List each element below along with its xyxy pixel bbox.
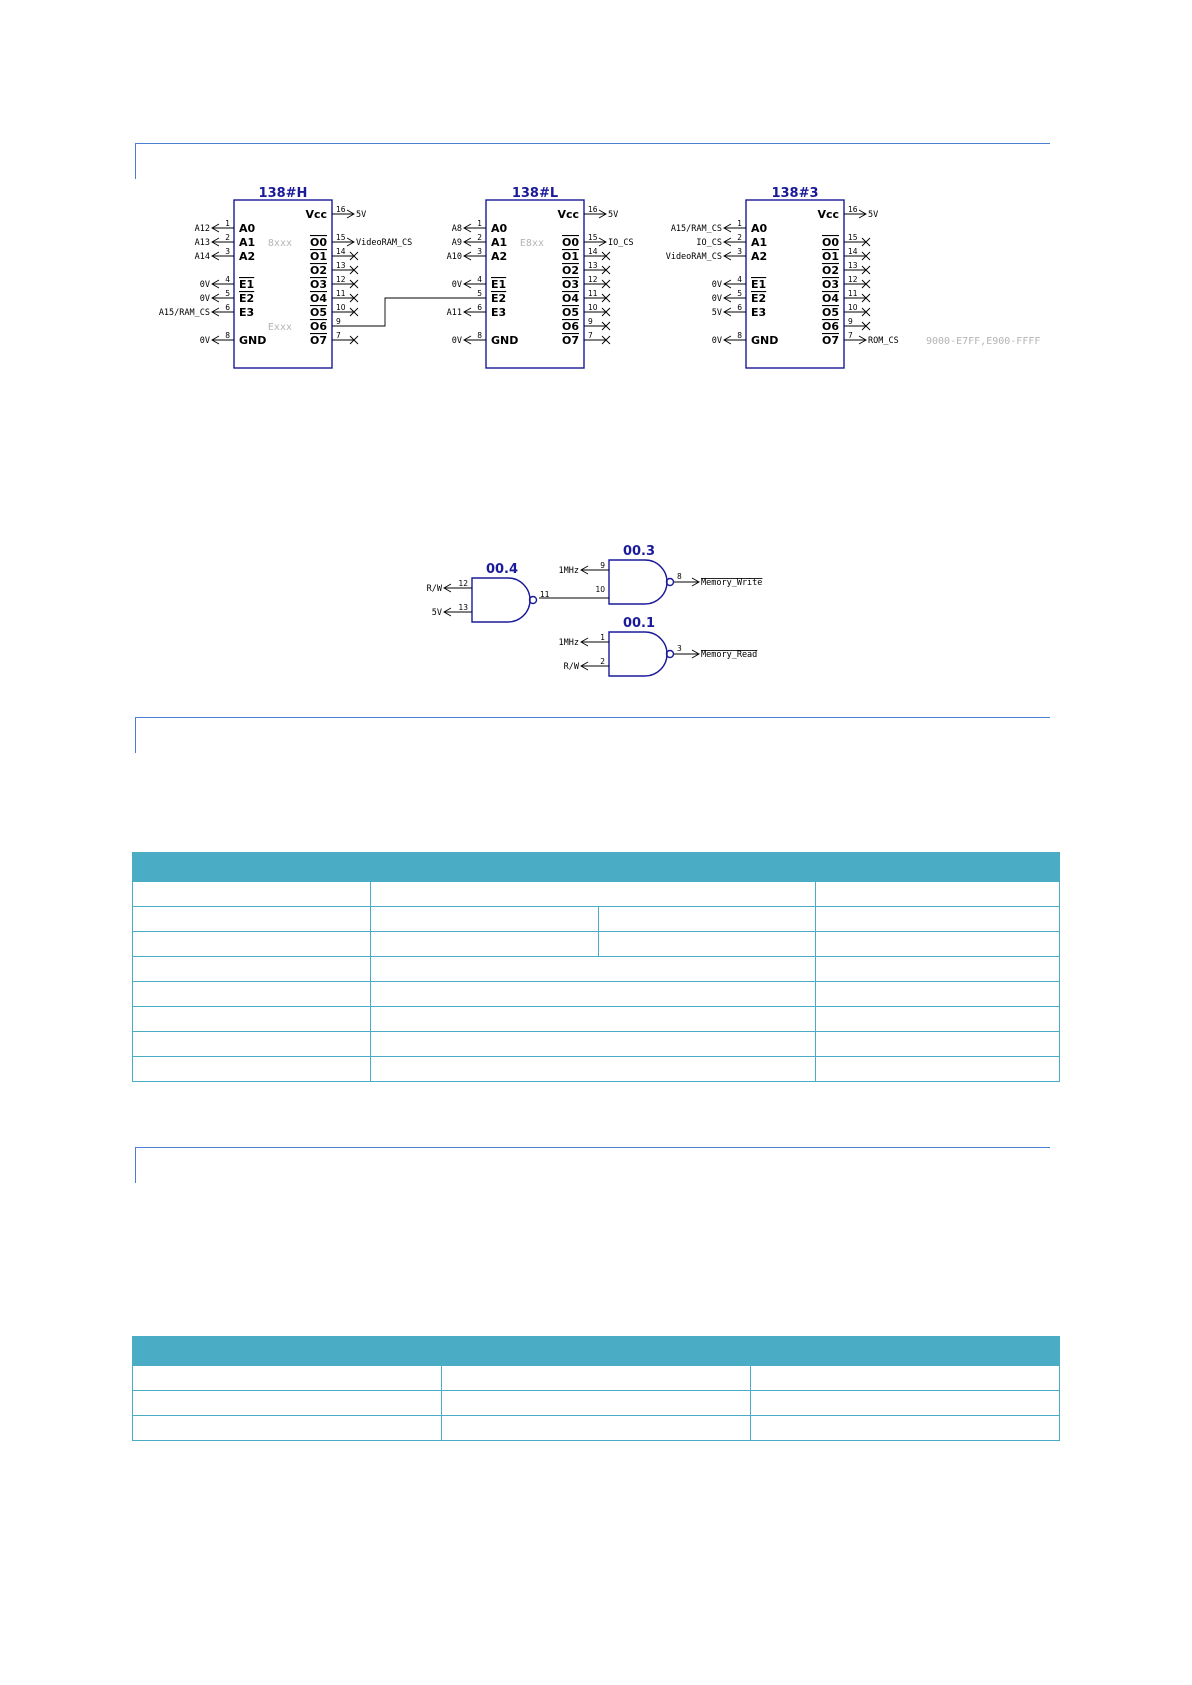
pin-number: 11: [848, 289, 858, 298]
pin-number: 6: [477, 303, 482, 312]
nand-gate-0: [427, 562, 550, 622]
pin-label: O6: [309, 320, 327, 333]
pin-number: 5: [477, 289, 482, 298]
pin-label: O1: [561, 250, 579, 263]
pin-number: 12: [588, 275, 598, 284]
pin-number: 12: [848, 275, 858, 284]
signal-label: 0V: [199, 336, 210, 346]
pin-label: Vcc: [557, 208, 579, 221]
pin-label: O0: [821, 236, 839, 249]
section-rule-3: [135, 1147, 1050, 1183]
pin-label: E1: [751, 278, 767, 291]
table-header-row: [133, 853, 1060, 882]
pin-number: 9: [588, 317, 593, 326]
pin-number: 13: [848, 261, 858, 270]
decoder-title: 138#L: [511, 186, 559, 201]
signal-label: R/W: [563, 662, 579, 672]
signal-label: 0V: [451, 336, 462, 346]
signal-label: 0V: [711, 280, 722, 290]
signal-label: 1MHz: [558, 638, 579, 648]
pin-number: 16: [848, 205, 858, 214]
decoder-0: [159, 186, 412, 368]
pin-label: O7: [561, 334, 579, 347]
nand-gate-icon: [609, 560, 667, 604]
table-row: [133, 1416, 1060, 1441]
gate-title: 00.3: [622, 544, 656, 559]
decoder-1: [447, 186, 634, 368]
section-rule-1: [135, 143, 1050, 179]
pin-number: 15: [588, 233, 598, 242]
pin-number: 13: [588, 261, 598, 270]
table-row: [133, 957, 1060, 982]
decoder-schematic: [0, 180, 1192, 560]
pin-number: 2: [477, 233, 482, 242]
table-header-row: [133, 1337, 1060, 1366]
pin-label: E2: [239, 292, 255, 305]
signal-label: R/W: [426, 584, 442, 594]
signal-label: A10: [446, 252, 462, 262]
pin-number: 15: [336, 233, 346, 242]
table-row: [133, 1007, 1060, 1032]
pin-label: O7: [309, 334, 327, 347]
gate-title: 00.1: [622, 616, 656, 631]
pin-label: E1: [239, 278, 255, 291]
signal-label: Memory_Write: [701, 578, 763, 588]
signal-label: A15/RAM_CS: [670, 224, 722, 234]
pin-number: 1: [737, 219, 742, 228]
pin-number: 13: [458, 603, 468, 612]
signal-label: VideoRAM_CS: [665, 252, 722, 262]
signal-label: 5V: [356, 210, 367, 220]
pin-number: 1: [225, 219, 230, 228]
pin-label: A2: [491, 250, 508, 263]
pin-label: O2: [309, 264, 327, 277]
pin-number: 11: [540, 590, 550, 599]
pin-number: 2: [737, 233, 742, 242]
signal-label: IO_CS: [608, 238, 634, 248]
table-row: [133, 1032, 1060, 1057]
signal-label: 0V: [711, 336, 722, 346]
address-range-label: 8xxx: [267, 238, 292, 249]
pin-number: 7: [336, 331, 341, 340]
pin-label: O6: [821, 320, 839, 333]
pin-label: A1: [491, 236, 508, 249]
signal-label: 0V: [199, 280, 210, 290]
pin-label: A2: [751, 250, 768, 263]
signal-label: 5V: [431, 608, 442, 618]
pin-number: 3: [477, 247, 482, 256]
table-header-cell: [133, 853, 1060, 882]
pin-label: E2: [491, 292, 507, 305]
pin-label: A1: [239, 236, 256, 249]
pin-number: 12: [336, 275, 346, 284]
pin-label: O2: [561, 264, 579, 277]
pin-number: 8: [737, 331, 742, 340]
pin-number: 3: [737, 247, 742, 256]
table-row: [133, 1391, 1060, 1416]
pin-label: A0: [491, 222, 508, 235]
pin-number: 14: [848, 247, 858, 256]
pin-label: O5: [309, 306, 327, 319]
pin-number: 3: [225, 247, 230, 256]
pin-number: 11: [588, 289, 598, 298]
pin-label: O0: [309, 236, 327, 249]
pin-number: 4: [477, 275, 482, 284]
pin-label: E3: [751, 306, 767, 319]
pin-number: 7: [588, 331, 593, 340]
signal-label: A14: [194, 252, 210, 262]
pin-label: O1: [821, 250, 839, 263]
pin-label: O4: [561, 292, 579, 305]
pin-number: 13: [336, 261, 346, 270]
table-row: [133, 1057, 1060, 1082]
signal-label: VideoRAM_CS: [356, 238, 413, 248]
pin-label: E3: [491, 306, 507, 319]
pin-label: O5: [821, 306, 839, 319]
pin-number: 10: [595, 585, 605, 594]
pin-number: 2: [600, 657, 605, 666]
pin-number: 4: [737, 275, 742, 284]
nand-gate-1: [559, 544, 763, 604]
pin-label: O5: [561, 306, 579, 319]
pin-number: 5: [737, 289, 742, 298]
pin-number: 8: [677, 572, 682, 581]
pin-number: 6: [737, 303, 742, 312]
truth-table-2: [132, 1336, 1060, 1441]
nand-gate-icon: [472, 578, 530, 622]
address-range-label: E8xx: [519, 238, 544, 249]
pin-label: GND: [239, 334, 267, 347]
pin-number: 1: [477, 219, 482, 228]
pin-number: 16: [588, 205, 598, 214]
pin-number: 5: [225, 289, 230, 298]
nand-gate-icon: [609, 632, 667, 676]
pin-label: O1: [309, 250, 327, 263]
table-header-cell: [133, 1337, 1060, 1366]
pin-number: 12: [458, 579, 468, 588]
decoder-title: 138#3: [771, 186, 819, 201]
pin-label: GND: [751, 334, 779, 347]
signal-label: IO_CS: [696, 238, 722, 248]
decoder-title: 138#H: [258, 186, 308, 201]
pin-label: GND: [491, 334, 519, 347]
nand-schematic: [0, 540, 1192, 700]
pin-number: 10: [848, 303, 858, 312]
pin-label: O3: [821, 278, 839, 291]
signal-label: ROM_CS: [868, 336, 899, 346]
signal-label: 1MHz: [558, 566, 579, 576]
signal-label: A15/RAM_CS: [158, 308, 210, 318]
gate-title: 00.4: [485, 562, 519, 577]
table-row: [133, 932, 1060, 957]
pin-number: 11: [336, 289, 346, 298]
pin-number: 14: [588, 247, 598, 256]
pin-label: A2: [239, 250, 256, 263]
address-range-label: Exxx: [267, 322, 292, 333]
pin-label: O4: [821, 292, 839, 305]
pin-label: O4: [309, 292, 327, 305]
pin-label: A0: [751, 222, 768, 235]
signal-label: 0V: [451, 280, 462, 290]
pin-label: O2: [821, 264, 839, 277]
pin-number: 15: [848, 233, 858, 242]
pin-number: 2: [225, 233, 230, 242]
pin-label: E1: [491, 278, 507, 291]
pin-number: 8: [225, 331, 230, 340]
signal-label: A8: [451, 224, 462, 234]
signal-label: 0V: [199, 294, 210, 304]
signal-label: A11: [446, 308, 462, 318]
table-row: [133, 907, 1060, 932]
pin-label: O6: [561, 320, 579, 333]
pin-label: O3: [309, 278, 327, 291]
signal-label: 0V: [711, 294, 722, 304]
signal-label: 5V: [868, 210, 879, 220]
section-rule-2: [135, 717, 1050, 753]
pin-number: 3: [677, 644, 682, 653]
pin-label: E3: [239, 306, 255, 319]
signal-label: A9: [451, 238, 462, 248]
table-row: [133, 1366, 1060, 1391]
pin-number: 10: [588, 303, 598, 312]
pin-number: 6: [225, 303, 230, 312]
pin-number: 9: [336, 317, 341, 326]
address-range-label: 9000-E7FF,E900-FFFF: [926, 336, 1041, 347]
pin-number: 7: [848, 331, 853, 340]
pin-number: 1: [600, 633, 605, 642]
pin-number: 10: [336, 303, 346, 312]
signal-label: Memory_Read: [701, 650, 758, 660]
pin-label: E2: [751, 292, 767, 305]
pin-number: 8: [477, 331, 482, 340]
pin-label: O3: [561, 278, 579, 291]
signal-label: A12: [194, 224, 210, 234]
pin-number: 9: [600, 561, 605, 570]
pin-number: 9: [848, 317, 853, 326]
decoder-2: [666, 186, 1041, 368]
signal-label: A13: [194, 238, 210, 248]
pin-number: 14: [336, 247, 346, 256]
pin-number: 4: [225, 275, 230, 284]
pin-label: O7: [821, 334, 839, 347]
pin-label: A0: [239, 222, 256, 235]
table-row: [133, 882, 1060, 907]
pin-label: A1: [751, 236, 768, 249]
pin-number: 16: [336, 205, 346, 214]
nand-gate-2: [559, 616, 758, 676]
signal-label: 5V: [608, 210, 619, 220]
table-row: [133, 982, 1060, 1007]
pin-label: Vcc: [305, 208, 327, 221]
pin-label: Vcc: [817, 208, 839, 221]
signal-label: 5V: [711, 308, 722, 318]
pin-label: O0: [561, 236, 579, 249]
truth-table-1: [132, 852, 1060, 1082]
